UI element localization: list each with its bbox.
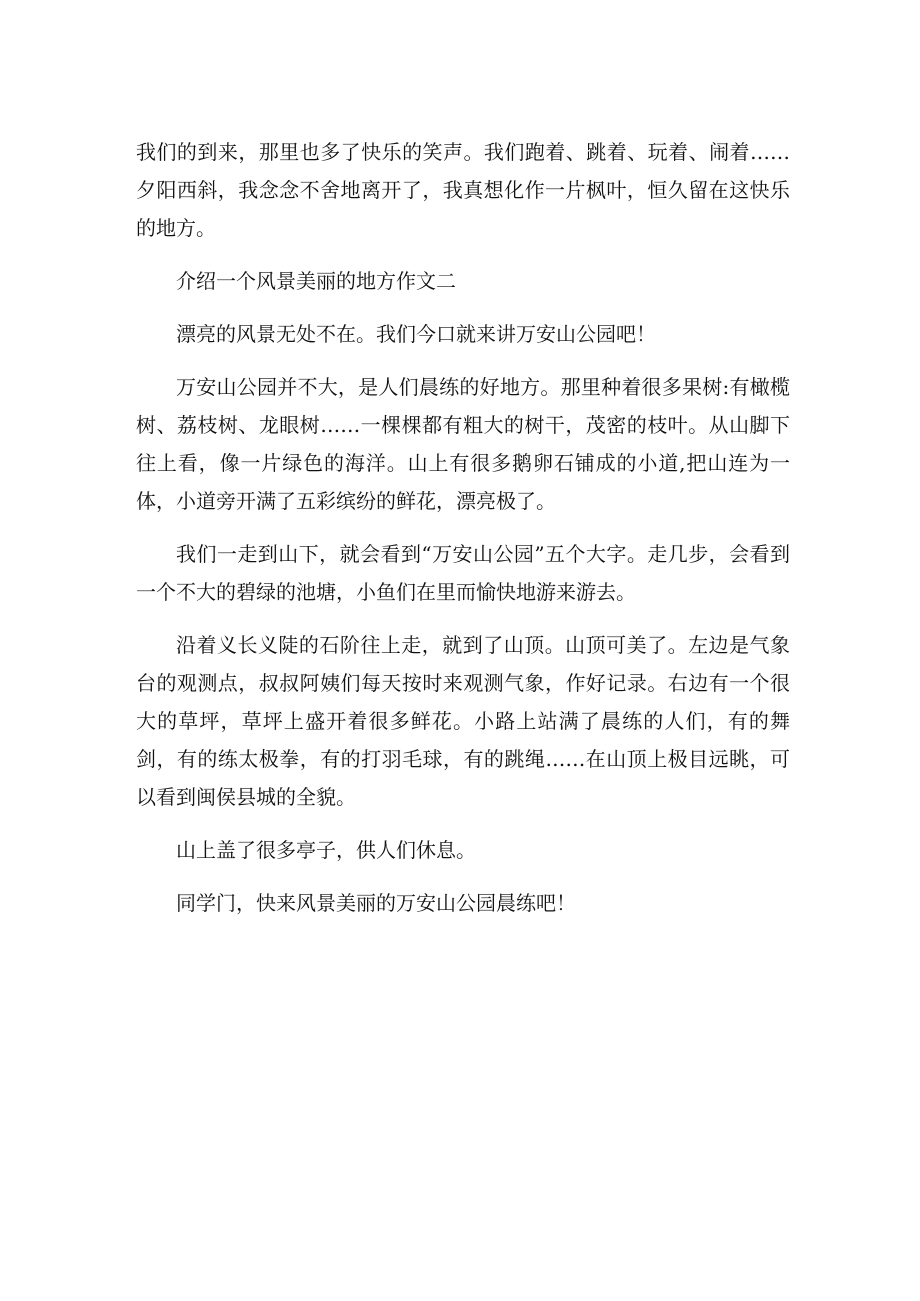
paragraph-trees: 万安山公园并不大，是人们晨练的好地方。那里种着很多果树:有橄榄树、荔枝树、龙眼树……一棵棵都有粗大的树干，茂密的枝叶。从山脚下往上看，像一片绿色的海洋。山上有很多鹅卵石铺成的小道,把山连为一体，小道旁开满了五彩缤纷的鲜花，漂亮极了。 — [136, 375, 790, 513]
paragraph-continuation: 我们的到来，那里也多了快乐的笑声。我们跑着、跳着、玩着、闹着……夕阳西斜，我念念不舍地离开了，我真想化作一片枫叶，恒久留在这快乐的地方。 — [136, 140, 790, 240]
paragraph-summit: 沿着义长义陡的石阶往上走，就到了山顶。山顶可美了。左边是气象台的观测点，叔叔阿姨们每天按时来观测气象，作好记录。右边有一个很大的草坪，草坪上盛开着很多鲜花。小路上站满了晨练的人们，有的舞剑，有的练太极拳，有的打羽毛球，有的跳绳……在山顶上极目远眺，可以看到闽侯县城的全貌。 — [136, 633, 790, 809]
paragraph-pond: 我们一走到山下，就会看到“万安山公园”五个大字。走几步，会看到一个不大的碧绿的池塘，小鱼们在里而愉快地游来游去。 — [136, 542, 790, 604]
paragraph-pavilions: 山上盖了很多亭子，供人们休息。 — [176, 838, 476, 862]
paragraph-intro: 漂亮的风景无处不在。我们今口就来讲万安山公园吧！ — [176, 322, 656, 346]
document-body — [136, 133, 790, 937]
section-heading: 介绍一个风景美丽的地方作文二 — [176, 269, 456, 293]
paragraph-closing: 同学门，快来风景美丽的万安山公园晨练吧！ — [176, 891, 576, 915]
